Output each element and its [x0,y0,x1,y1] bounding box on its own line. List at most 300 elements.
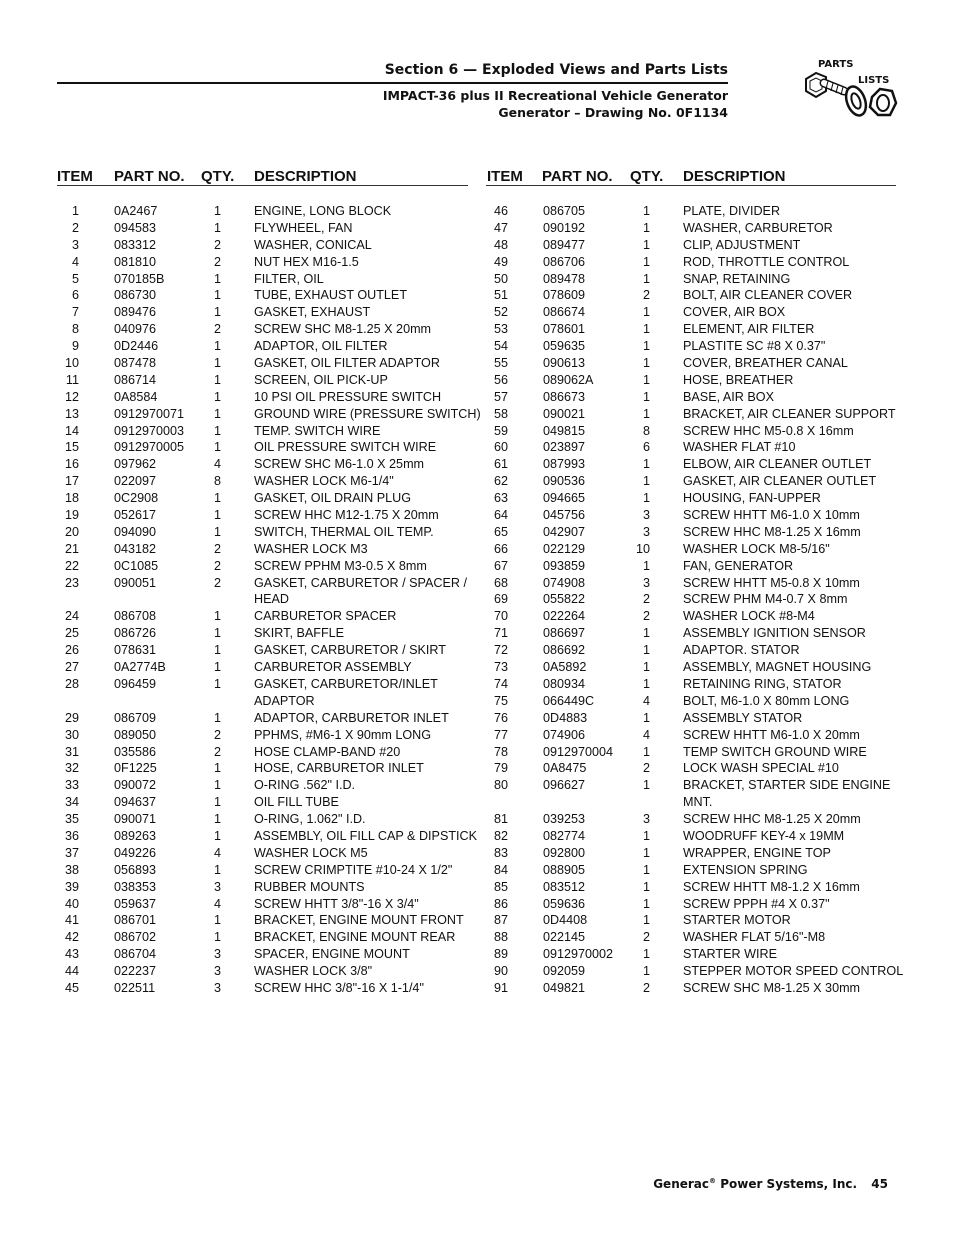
parts-row [0,660,477,677]
item-number: 58 [493,406,508,421]
parts-row [477,373,954,390]
item-number: 76 [493,710,508,725]
part-number: 022145 [543,930,586,945]
part-number: 059637 [114,896,157,911]
item-number: 61 [493,457,508,472]
quantity: 1 [213,609,221,624]
parts-row [477,677,954,694]
description: BOLT, M6-1.0 X 80mm LONG [683,693,850,708]
quantity: 1 [213,423,221,438]
quantity: 3 [642,575,650,590]
col-header-qty: QTY. [201,168,235,185]
parts-row [0,255,477,272]
item-number: 65 [493,524,508,539]
parts-row [0,795,477,812]
item-number: 15 [64,440,79,455]
description: O-RING, 1.062" I.D. [254,812,366,827]
quantity: 3 [642,508,650,523]
part-number: 022264 [543,609,586,624]
description: SCREW HHTT M8-1.2 X 16mm [683,879,860,894]
description: FAN, GENERATOR [683,558,794,573]
description: SCREW SHC M8-1.25 X 20mm [254,322,432,337]
parts-row [477,542,954,559]
description: BRACKET, ENGINE MOUNT FRONT [254,913,464,928]
item-number: 5 [71,271,79,286]
description: PPHMS, #M6-1 X 90mm LONG [254,727,432,742]
quantity: 1 [213,862,221,877]
quantity: 4 [642,727,650,742]
item-number: 4 [71,254,79,269]
part-number: 093859 [543,558,586,573]
quantity: 1 [642,457,650,472]
quantity: 2 [642,930,650,945]
quantity: 1 [642,271,650,286]
description: WRAPPER, ENGINE TOP [683,845,831,860]
item-number: 71 [493,626,508,641]
parts-row [477,525,954,542]
part-number: 045756 [543,508,586,523]
part-number: 049815 [543,423,586,438]
quantity: 1 [213,491,221,506]
description: GROUND WIRE (PRESSURE SWITCH) [254,406,481,421]
item-number: 63 [493,491,508,506]
description: GASKET, CARBURETOR / SPACER / [254,575,467,590]
item-number: 70 [493,609,508,624]
quantity: 2 [213,237,221,252]
parts-row [0,981,477,998]
drawing-number: Generator – Drawing No. 0F1134 [498,105,728,120]
parts-row [477,592,954,609]
item-number: 78 [493,744,508,759]
part-number: 086708 [114,609,157,624]
quantity: 2 [642,288,650,303]
parts-row [0,745,477,762]
part-number: 0A2467 [114,204,158,218]
description: MNT. [683,795,713,810]
parts-row [0,356,477,373]
item-number: 56 [493,372,508,387]
parts-row [0,305,477,322]
parts-row [0,930,477,947]
item-number: 21 [64,541,79,556]
quantity: 1 [213,389,221,404]
description: SCREW HHC M5-0.8 X 16mm [683,423,854,438]
part-number: 090613 [543,356,586,371]
parts-row [477,626,954,643]
description: BRACKET, ENGINE MOUNT REAR [254,930,456,945]
item-number: 6 [71,288,79,303]
description: RETAINING RING, STATOR [683,676,842,691]
item-number: 38 [64,862,79,877]
quantity: 1 [642,626,650,641]
quantity: 1 [213,271,221,286]
part-number: 0912970004 [543,744,614,759]
quantity: 1 [642,947,650,962]
part-number: 0912970005 [114,440,185,455]
part-number: 081810 [114,254,157,269]
quantity: 4 [213,896,221,911]
quantity: 1 [642,220,650,235]
item-number: 51 [493,288,508,303]
parts-row [0,525,477,542]
part-number: 094583 [114,220,157,235]
item-number: 10 [64,356,79,371]
quantity: 10 [635,541,650,556]
quantity: 2 [642,980,650,995]
parts-row [0,812,477,829]
parts-row [477,846,954,863]
part-number: 0D4408 [543,913,588,928]
part-number: 059635 [543,339,586,354]
quantity: 1 [642,778,650,793]
part-number: 043182 [114,541,157,556]
parts-row [477,829,954,846]
parts-row [0,576,477,593]
quantity: 1 [213,913,221,928]
parts-row [0,863,477,880]
parts-row [477,897,954,914]
quantity: 1 [642,356,650,371]
part-number: 066449C [543,693,595,708]
description: RUBBER MOUNTS [254,879,365,894]
item-number: 36 [64,828,79,843]
item-number: 46 [493,204,508,218]
col-header-item: ITEM [487,168,523,185]
item-number: 42 [64,930,79,945]
description: CLIP, ADJUSTMENT [683,237,801,252]
parts-row [0,846,477,863]
description: WASHER LOCK M6-1/4" [254,474,394,489]
item-number: 31 [64,744,79,759]
parts-row [477,390,954,407]
quantity: 1 [213,406,221,421]
item-number: 84 [493,862,508,877]
item-number: 69 [493,592,508,607]
col-header-part-no: PART NO. [542,168,613,185]
quantity: 1 [213,339,221,354]
quantity: 1 [213,828,221,843]
quantity: 3 [213,980,221,995]
description: STARTER MOTOR [683,913,791,928]
description: ADAPTOR [254,693,315,708]
item-number: 59 [493,423,508,438]
parts-row [0,711,477,728]
description: ELEMENT, AIR FILTER [683,322,815,337]
description: ASSEMBLY STATOR [683,710,803,725]
parts-row [477,913,954,930]
parts-row [477,880,954,897]
item-number: 89 [493,947,508,962]
description: SKIRT, BAFFLE [254,626,345,641]
item-number: 83 [493,845,508,860]
item-number: 25 [64,626,79,641]
part-number: 083512 [543,879,586,894]
parts-row [477,694,954,711]
part-number: 094637 [114,795,157,810]
quantity: 1 [642,964,650,979]
quantity: 1 [213,676,221,691]
item-number: 9 [71,339,79,354]
description: 10 PSI OIL PRESSURE SWITCH [254,389,442,404]
parts-row [477,491,954,508]
item-number: 34 [64,795,79,810]
description: WASHER LOCK M5 [254,845,368,860]
item-number: 16 [64,457,79,472]
description: SCREW HHC M8-1.25 X 16mm [683,524,861,539]
parts-row [0,238,477,255]
right-parts-list [477,204,954,998]
part-number: 083312 [114,237,157,252]
part-number: 088905 [543,862,586,877]
item-number: 35 [64,812,79,827]
parts-row [477,339,954,356]
description: SWITCH, THERMAL OIL TEMP. [254,524,434,539]
description: SCREW HHC M8-1.25 X 20mm [683,812,861,827]
parts-row [0,390,477,407]
description: ELBOW, AIR CLEANER OUTLET [683,457,872,472]
parts-row [477,255,954,272]
parts-row [0,508,477,525]
part-number: 049226 [114,845,157,860]
description: WOODRUFF KEY-4 x 19MM [683,828,845,843]
part-number: 042907 [543,524,586,539]
quantity: 1 [642,744,650,759]
item-number: 87 [493,913,508,928]
part-number: 090072 [114,778,157,793]
part-number: 089477 [543,237,586,252]
quantity: 1 [642,676,650,691]
quantity: 1 [642,237,650,252]
left-parts-list [0,204,481,998]
description: GASKET, OIL DRAIN PLUG [254,491,411,506]
part-number: 080934 [543,676,586,691]
parts-row [0,964,477,981]
item-number: 66 [493,541,508,556]
parts-row [0,829,477,846]
quantity: 1 [213,710,221,725]
col-header-part-no: PART NO. [114,168,185,185]
parts-row [477,795,954,812]
page-number: 45 [871,1177,888,1191]
col-header-qty: QTY. [630,168,664,185]
part-number: 089050 [114,727,157,742]
item-number: 12 [64,389,79,404]
item-number: 72 [493,643,508,658]
part-number: 038353 [114,879,157,894]
description: WASHER LOCK M8-5/16" [683,541,830,556]
description: WASHER LOCK 3/8" [254,964,373,979]
parts-row [0,778,477,795]
item-number: 33 [64,778,79,793]
description: STEPPER MOTOR SPEED CONTROL [683,964,904,979]
quantity: 1 [213,204,221,218]
footer-company: Generac [653,1177,710,1191]
description: HOUSING, FAN-UPPER [683,491,821,506]
quantity: 1 [642,254,650,269]
part-number: 082774 [543,828,586,843]
parts-row [477,576,954,593]
part-number: 0C1085 [114,558,159,573]
part-number: 0A8584 [114,389,158,404]
quantity: 1 [642,896,650,911]
part-number: 096627 [543,778,586,793]
item-number: 13 [64,406,79,421]
part-number: 086714 [114,372,157,387]
description: GASKET, CARBURETOR / SKIRT [254,643,446,658]
part-number: 087478 [114,356,157,371]
parts-row [0,272,477,289]
item-number: 8 [71,322,79,337]
part-number: 086674 [543,305,586,320]
part-number: 078631 [114,643,157,658]
description: SCREW SHC M8-1.25 X 30mm [683,980,861,995]
parts-row [0,626,477,643]
description: GASKET, CARBURETOR/INLET [254,676,438,691]
quantity: 1 [642,322,650,337]
part-number: 039253 [543,812,586,827]
quantity: 8 [642,423,650,438]
description: ADAPTOR, CARBURETOR INLET [254,710,449,725]
parts-row [0,643,477,660]
description: SCREW HHTT M6-1.0 X 20mm [683,727,860,742]
item-number: 39 [64,879,79,894]
quantity: 8 [213,474,221,489]
part-number: 086673 [543,389,586,404]
parts-row [477,812,954,829]
description: SCREEN, OIL PICK-UP [254,372,388,387]
item-number: 67 [493,558,508,573]
item-number: 11 [65,372,79,387]
part-number: 070185B [114,271,165,286]
quantity: 1 [642,204,650,218]
parts-row [477,305,954,322]
item-number: 40 [64,896,79,911]
description: BRACKET, AIR CLEANER SUPPORT [683,406,896,421]
quantity: 4 [213,457,221,472]
item-number: 3 [71,237,79,252]
quantity: 2 [213,541,221,556]
quantity: 1 [642,305,650,320]
quantity: 3 [213,964,221,979]
parts-row [477,863,954,880]
parts-row [477,288,954,305]
description: WASHER, CARBURETOR [683,220,833,235]
quantity: 3 [213,879,221,894]
item-number: 14 [64,423,79,438]
description: ROD, THROTTLE CONTROL [683,254,850,269]
item-number: 85 [493,879,508,894]
quantity: 2 [213,744,221,759]
part-number: 086692 [543,643,586,658]
item-number: 37 [64,845,79,860]
item-number: 28 [64,676,79,691]
part-number: 096459 [114,676,157,691]
item-number: 19 [64,508,79,523]
parts-row [0,677,477,694]
description: COVER, BREATHER CANAL [683,356,848,371]
part-number: 035586 [114,744,157,759]
item-number: 73 [493,660,508,675]
description: COVER, AIR BOX [683,305,786,320]
parts-row [477,238,954,255]
parts-row [477,930,954,947]
parts-row [477,221,954,238]
item-number: 88 [493,930,508,945]
quantity: 1 [213,356,221,371]
part-number: 0912970002 [543,947,614,962]
parts-row [477,711,954,728]
part-number: 0A5892 [543,660,587,675]
description: SCREW PPPH #4 X 0.37" [683,896,830,911]
part-number: 023897 [543,440,586,455]
quantity: 3 [213,947,221,962]
part-number: 086702 [114,930,157,945]
quantity: 4 [642,693,650,708]
part-number: 090071 [114,812,157,827]
part-number: 090021 [543,406,586,421]
description: ENGINE, LONG BLOCK [254,204,392,218]
item-number: 90 [493,964,508,979]
description: GASKET, OIL FILTER ADAPTOR [254,356,440,371]
quantity: 2 [213,558,221,573]
parts-row [0,491,477,508]
quantity: 1 [213,440,221,455]
part-number: 094090 [114,524,157,539]
part-number: 086705 [543,204,586,218]
quantity: 1 [642,845,650,860]
item-number: 30 [64,727,79,742]
item-number: 32 [64,761,79,776]
item-number: 49 [493,254,508,269]
parts-row [477,643,954,660]
part-number: 078601 [543,322,586,337]
parts-row [477,322,954,339]
description: FLYWHEEL, FAN [254,220,353,235]
quantity: 1 [642,660,650,675]
part-number: 059636 [543,896,586,911]
part-number: 049821 [543,980,586,995]
item-number: 7 [71,305,79,320]
description: WASHER LOCK #8-M4 [683,609,815,624]
item-number: 81 [493,812,508,827]
item-number: 68 [493,575,508,590]
part-number: 090536 [543,474,586,489]
description: PLASTITE SC #8 X 0.37" [683,339,826,354]
parts-row [477,761,954,778]
item-number: 23 [64,575,79,590]
quantity: 6 [642,440,650,455]
part-number: 089476 [114,305,157,320]
item-number: 57 [493,389,508,404]
parts-row [0,406,481,424]
quantity: 1 [213,812,221,827]
part-number: 094665 [543,491,586,506]
quantity: 1 [642,406,650,421]
logo-text-parts: PARTS [818,59,854,70]
parts-row [0,559,477,576]
part-number: 0912970071 [114,406,185,421]
description: O-RING .562" I.D. [254,778,356,793]
item-number: 50 [493,271,508,286]
item-number: 86 [493,896,508,911]
part-number: 092800 [543,845,586,860]
quantity: 2 [213,727,221,742]
quantity: 1 [642,879,650,894]
description: ADAPTOR, OIL FILTER [254,339,388,354]
part-number: 022097 [114,474,157,489]
quantity: 1 [642,474,650,489]
item-number: 44 [64,964,79,979]
